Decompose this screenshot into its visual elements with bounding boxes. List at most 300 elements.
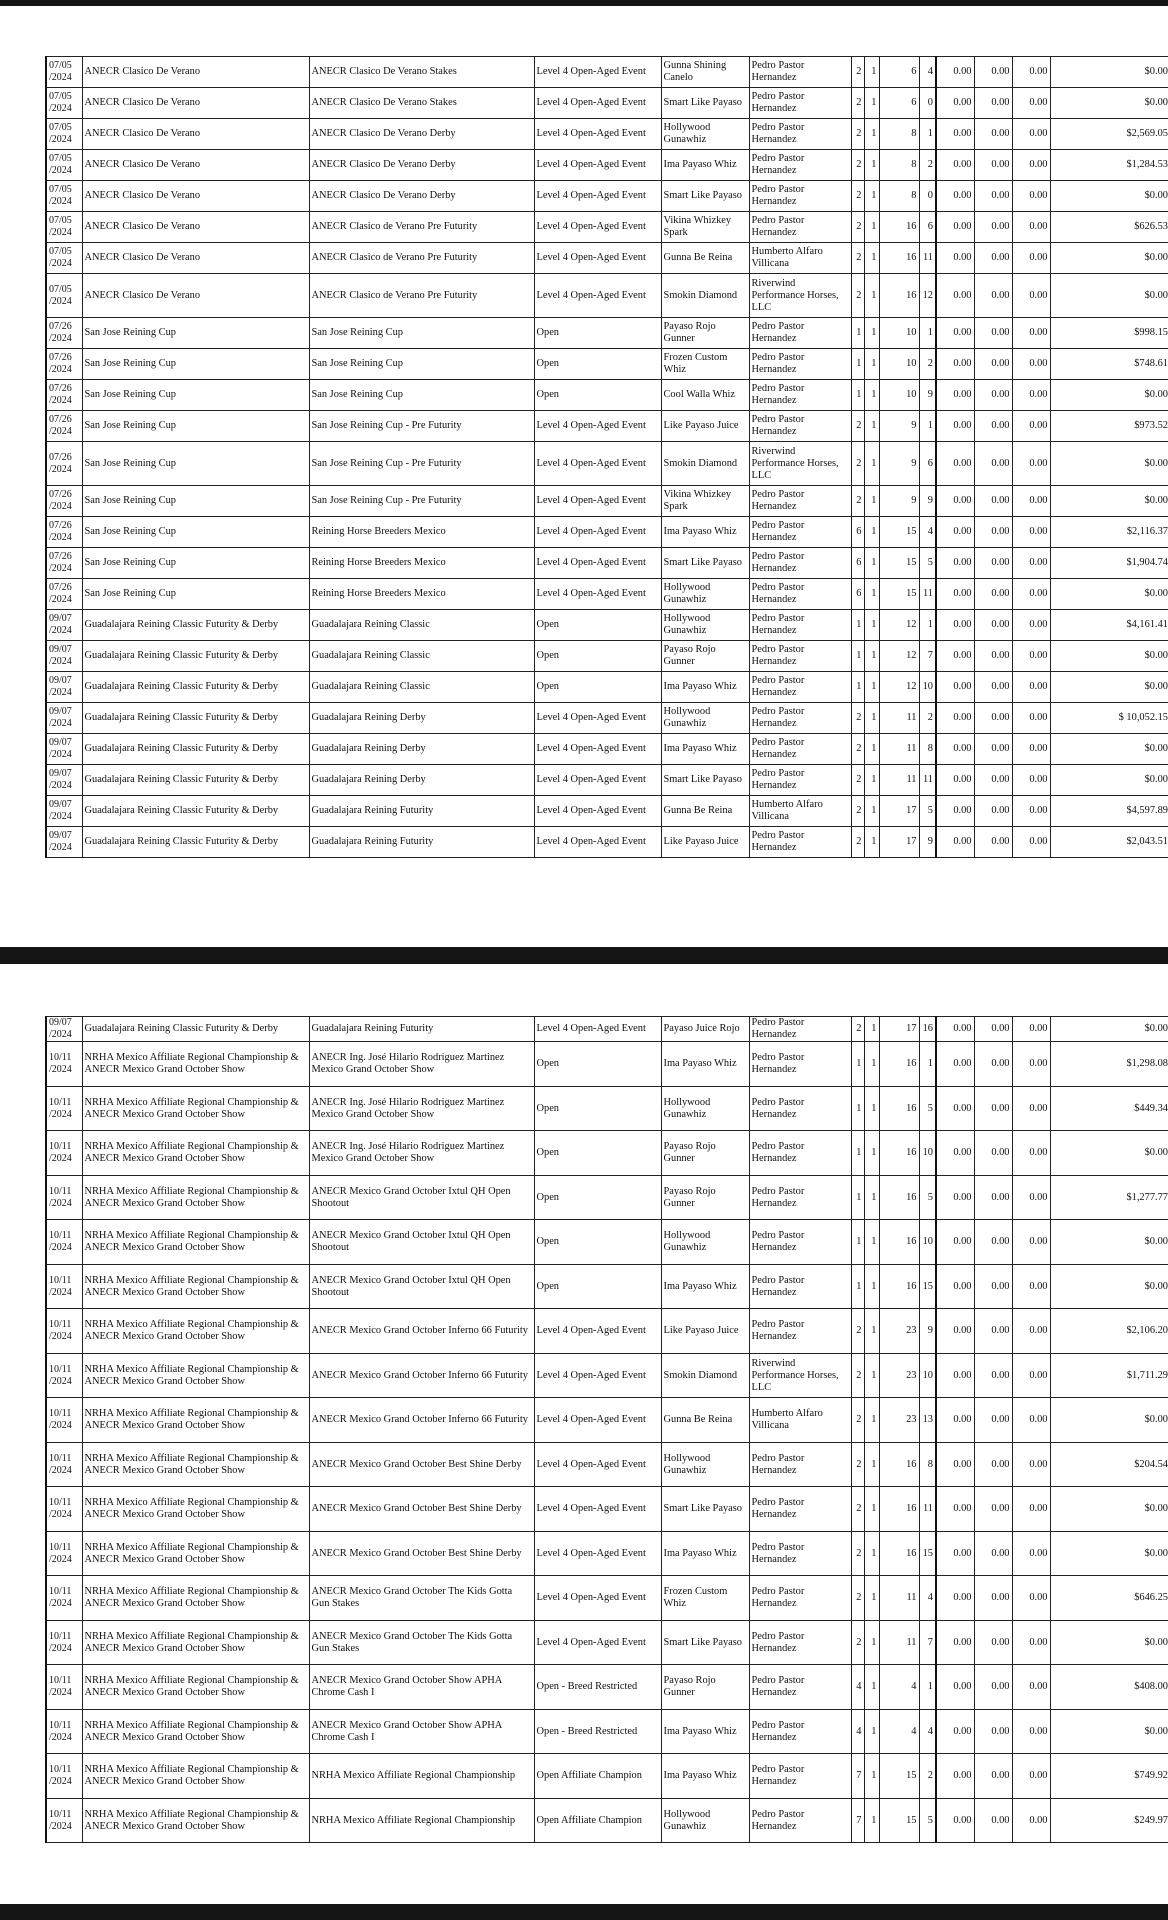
cell-9: 17 bbox=[879, 1017, 919, 1042]
division-cell: Level 4 Open-Aged Event bbox=[534, 1354, 661, 1398]
table-row bbox=[46, 150, 1168, 181]
points-cell-3: 0.00 bbox=[1012, 274, 1050, 318]
placing-cell: 7 bbox=[919, 641, 936, 672]
class-cell: ANECR Mexico Grand October Inferno 66 Futurity bbox=[309, 1354, 534, 1398]
points-cell-2: 0.00 bbox=[974, 1042, 1012, 1087]
table-row bbox=[46, 1532, 1168, 1576]
cell-8: 1 bbox=[864, 1309, 879, 1354]
date-cell: 10/11 /2024 bbox=[46, 1176, 82, 1220]
points-cell-1: 0.00 bbox=[936, 411, 974, 442]
table-row bbox=[46, 411, 1168, 442]
earnings-cell: $ 10,052.15 bbox=[1050, 703, 1168, 734]
points-cell-3: 0.00 bbox=[1012, 1354, 1050, 1398]
show-cell: Guadalajara Reining Classic Futurity & Derby bbox=[82, 796, 309, 827]
show-cell: Guadalajara Reining Classic Futurity & Derby bbox=[82, 610, 309, 641]
earnings-cell: $1,284.53 bbox=[1050, 150, 1168, 181]
cell-9: 23 bbox=[879, 1309, 919, 1354]
points-cell-2: 0.00 bbox=[974, 1754, 1012, 1799]
points-cell-1: 0.00 bbox=[936, 827, 974, 858]
class-cell: NRHA Mexico Affiliate Regional Championship bbox=[309, 1799, 534, 1843]
cell-9: 16 bbox=[879, 1131, 919, 1176]
date-cell: 07/26 /2024 bbox=[46, 318, 82, 349]
horse-cell: Ima Payaso Whiz bbox=[661, 672, 749, 703]
show-cell: NRHA Mexico Affiliate Regional Championship & ANECR Mexico Grand October Show bbox=[82, 1576, 309, 1621]
placing-cell: 2 bbox=[919, 1754, 936, 1799]
show-cell: NRHA Mexico Affiliate Regional Championship & ANECR Mexico Grand October Show bbox=[82, 1087, 309, 1131]
date-cell: 09/07 /2024 bbox=[46, 796, 82, 827]
points-cell-1: 0.00 bbox=[936, 1754, 974, 1799]
cell-9: 9 bbox=[879, 486, 919, 517]
points-cell-2: 0.00 bbox=[974, 796, 1012, 827]
table-row bbox=[46, 486, 1168, 517]
table-row bbox=[46, 1398, 1168, 1443]
points-cell-3: 0.00 bbox=[1012, 119, 1050, 150]
points-cell-1: 0.00 bbox=[936, 517, 974, 548]
placing-cell: 2 bbox=[919, 703, 936, 734]
class-cell: ANECR Clasico De Verano Derby bbox=[309, 181, 534, 212]
earnings-cell: $0.00 bbox=[1050, 579, 1168, 610]
cell-8: 1 bbox=[864, 1621, 879, 1665]
entries-cell: 2 bbox=[851, 1532, 864, 1576]
cell-8: 1 bbox=[864, 150, 879, 181]
owner-cell: Pedro Pastor Hernandez bbox=[749, 318, 851, 349]
show-cell: ANECR Clasico De Verano bbox=[82, 181, 309, 212]
cell-9: 12 bbox=[879, 672, 919, 703]
show-cell: NRHA Mexico Affiliate Regional Championship & ANECR Mexico Grand October Show bbox=[82, 1621, 309, 1665]
show-cell: ANECR Clasico De Verano bbox=[82, 150, 309, 181]
points-cell-3: 0.00 bbox=[1012, 1487, 1050, 1532]
points-cell-1: 0.00 bbox=[936, 1042, 974, 1087]
horse-cell: Smokin Diamond bbox=[661, 442, 749, 486]
date-cell: 10/11 /2024 bbox=[46, 1131, 82, 1176]
date-cell: 10/11 /2024 bbox=[46, 1220, 82, 1265]
division-cell: Open - Breed Restricted bbox=[534, 1665, 661, 1710]
division-cell: Open bbox=[534, 380, 661, 411]
entries-cell: 1 bbox=[851, 672, 864, 703]
placing-cell: 5 bbox=[919, 796, 936, 827]
entries-cell: 2 bbox=[851, 212, 864, 243]
points-cell-2: 0.00 bbox=[974, 765, 1012, 796]
table-row bbox=[46, 1176, 1168, 1220]
cell-9: 15 bbox=[879, 579, 919, 610]
class-cell: Guadalajara Reining Derby bbox=[309, 765, 534, 796]
points-cell-2: 0.00 bbox=[974, 827, 1012, 858]
points-cell-3: 0.00 bbox=[1012, 212, 1050, 243]
entries-cell: 7 bbox=[851, 1754, 864, 1799]
cell-8: 1 bbox=[864, 318, 879, 349]
cell-9: 10 bbox=[879, 349, 919, 380]
cell-9: 16 bbox=[879, 1487, 919, 1532]
entries-cell: 2 bbox=[851, 411, 864, 442]
earnings-cell: $408.00 bbox=[1050, 1665, 1168, 1710]
owner-cell: Pedro Pastor Hernandez bbox=[749, 57, 851, 88]
entries-cell: 1 bbox=[851, 1131, 864, 1176]
table-row bbox=[46, 442, 1168, 486]
points-cell-1: 0.00 bbox=[936, 1087, 974, 1131]
points-cell-3: 0.00 bbox=[1012, 442, 1050, 486]
earnings-cell: $998.15 bbox=[1050, 318, 1168, 349]
earnings-cell: $626.53 bbox=[1050, 212, 1168, 243]
division-cell: Open - Breed Restricted bbox=[534, 1710, 661, 1754]
entries-cell: 2 bbox=[851, 1309, 864, 1354]
page-separator-top bbox=[0, 0, 1168, 6]
show-cell: San Jose Reining Cup bbox=[82, 411, 309, 442]
division-cell: Level 4 Open-Aged Event bbox=[534, 1576, 661, 1621]
owner-cell: Pedro Pastor Hernandez bbox=[749, 1621, 851, 1665]
cell-8: 1 bbox=[864, 274, 879, 318]
date-cell: 07/05 /2024 bbox=[46, 181, 82, 212]
table-row bbox=[46, 548, 1168, 579]
earnings-cell: $249.97 bbox=[1050, 1799, 1168, 1843]
class-cell: ANECR Ing. José Hilario Rodriguez Martinez Mexico Grand October Show bbox=[309, 1087, 534, 1131]
placing-cell: 4 bbox=[919, 1576, 936, 1621]
cell-8: 1 bbox=[864, 703, 879, 734]
placing-cell: 10 bbox=[919, 672, 936, 703]
points-cell-2: 0.00 bbox=[974, 88, 1012, 119]
earnings-cell: $449.34 bbox=[1050, 1087, 1168, 1131]
entries-cell: 4 bbox=[851, 1665, 864, 1710]
points-cell-1: 0.00 bbox=[936, 486, 974, 517]
division-cell: Open bbox=[534, 349, 661, 380]
division-cell: Level 4 Open-Aged Event bbox=[534, 1487, 661, 1532]
cell-9: 16 bbox=[879, 1176, 919, 1220]
cell-8: 1 bbox=[864, 57, 879, 88]
placing-cell: 1 bbox=[919, 119, 936, 150]
entries-cell: 2 bbox=[851, 1398, 864, 1443]
cell-9: 16 bbox=[879, 1220, 919, 1265]
owner-cell: Pedro Pastor Hernandez bbox=[749, 380, 851, 411]
entries-cell: 1 bbox=[851, 380, 864, 411]
earnings-cell: $2,043.51 bbox=[1050, 827, 1168, 858]
table-row bbox=[46, 1621, 1168, 1665]
points-cell-1: 0.00 bbox=[936, 442, 974, 486]
cell-9: 16 bbox=[879, 1443, 919, 1487]
class-cell: ANECR Clasico de Verano Pre Futurity bbox=[309, 212, 534, 243]
entries-cell: 2 bbox=[851, 486, 864, 517]
points-cell-2: 0.00 bbox=[974, 548, 1012, 579]
placing-cell: 16 bbox=[919, 1017, 936, 1042]
date-cell: 10/11 /2024 bbox=[46, 1799, 82, 1843]
owner-cell: Pedro Pastor Hernandez bbox=[749, 1576, 851, 1621]
cell-8: 1 bbox=[864, 1131, 879, 1176]
date-cell: 10/11 /2024 bbox=[46, 1621, 82, 1665]
date-cell: 07/26 /2024 bbox=[46, 517, 82, 548]
horse-cell: Payaso Rojo Gunner bbox=[661, 1176, 749, 1220]
show-cell: San Jose Reining Cup bbox=[82, 349, 309, 380]
points-cell-2: 0.00 bbox=[974, 486, 1012, 517]
division-cell: Level 4 Open-Aged Event bbox=[534, 765, 661, 796]
placing-cell: 1 bbox=[919, 610, 936, 641]
owner-cell: Pedro Pastor Hernandez bbox=[749, 181, 851, 212]
entries-cell: 2 bbox=[851, 57, 864, 88]
cell-9: 4 bbox=[879, 1665, 919, 1710]
cell-8: 1 bbox=[864, 1799, 879, 1843]
points-cell-1: 0.00 bbox=[936, 1265, 974, 1309]
horse-cell: Hollywood Gunawhiz bbox=[661, 1443, 749, 1487]
division-cell: Level 4 Open-Aged Event bbox=[534, 411, 661, 442]
date-cell: 07/05 /2024 bbox=[46, 88, 82, 119]
entries-cell: 1 bbox=[851, 610, 864, 641]
horse-cell: Payaso Rojo Gunner bbox=[661, 1131, 749, 1176]
points-cell-1: 0.00 bbox=[936, 212, 974, 243]
owner-cell: Humberto Alfaro Villicana bbox=[749, 243, 851, 274]
division-cell: Level 4 Open-Aged Event bbox=[534, 1017, 661, 1042]
entries-cell: 2 bbox=[851, 765, 864, 796]
placing-cell: 13 bbox=[919, 1398, 936, 1443]
date-cell: 07/26 /2024 bbox=[46, 380, 82, 411]
horse-cell: Payaso Juice Rojo bbox=[661, 1017, 749, 1042]
cell-8: 1 bbox=[864, 486, 879, 517]
points-cell-2: 0.00 bbox=[974, 411, 1012, 442]
points-cell-2: 0.00 bbox=[974, 1309, 1012, 1354]
entries-cell: 2 bbox=[851, 796, 864, 827]
date-cell: 07/05 /2024 bbox=[46, 57, 82, 88]
points-cell-2: 0.00 bbox=[974, 1443, 1012, 1487]
table-row bbox=[46, 380, 1168, 411]
division-cell: Level 4 Open-Aged Event bbox=[534, 1621, 661, 1665]
cell-9: 11 bbox=[879, 703, 919, 734]
earnings-cell: $748.61 bbox=[1050, 349, 1168, 380]
cell-8: 1 bbox=[864, 380, 879, 411]
owner-cell: Pedro Pastor Hernandez bbox=[749, 641, 851, 672]
cell-8: 1 bbox=[864, 1017, 879, 1042]
cell-8: 1 bbox=[864, 1487, 879, 1532]
show-cell: ANECR Clasico De Verano bbox=[82, 243, 309, 274]
horse-cell: Ima Payaso Whiz bbox=[661, 150, 749, 181]
class-cell: San Jose Reining Cup - Pre Futurity bbox=[309, 442, 534, 486]
owner-cell: Pedro Pastor Hernandez bbox=[749, 548, 851, 579]
division-cell: Level 4 Open-Aged Event bbox=[534, 442, 661, 486]
earnings-cell: $0.00 bbox=[1050, 1265, 1168, 1309]
points-cell-2: 0.00 bbox=[974, 1176, 1012, 1220]
show-cell: ANECR Clasico De Verano bbox=[82, 88, 309, 119]
earnings-cell: $0.00 bbox=[1050, 442, 1168, 486]
points-cell-3: 0.00 bbox=[1012, 380, 1050, 411]
show-cell: San Jose Reining Cup bbox=[82, 318, 309, 349]
points-cell-2: 0.00 bbox=[974, 1576, 1012, 1621]
date-cell: 07/05 /2024 bbox=[46, 243, 82, 274]
owner-cell: Pedro Pastor Hernandez bbox=[749, 1443, 851, 1487]
owner-cell: Pedro Pastor Hernandez bbox=[749, 1087, 851, 1131]
points-cell-1: 0.00 bbox=[936, 1176, 974, 1220]
show-cell: ANECR Clasico De Verano bbox=[82, 57, 309, 88]
points-cell-2: 0.00 bbox=[974, 318, 1012, 349]
show-cell: Guadalajara Reining Classic Futurity & Derby bbox=[82, 703, 309, 734]
owner-cell: Pedro Pastor Hernandez bbox=[749, 411, 851, 442]
points-cell-3: 0.00 bbox=[1012, 349, 1050, 380]
cell-9: 9 bbox=[879, 411, 919, 442]
cell-8: 1 bbox=[864, 119, 879, 150]
results-page-2 bbox=[45, 1016, 1168, 1843]
date-cell: 10/11 /2024 bbox=[46, 1576, 82, 1621]
division-cell: Open bbox=[534, 1131, 661, 1176]
cell-9: 11 bbox=[879, 734, 919, 765]
table-row bbox=[46, 274, 1168, 318]
table-row bbox=[46, 765, 1168, 796]
points-cell-3: 0.00 bbox=[1012, 765, 1050, 796]
division-cell: Level 4 Open-Aged Event bbox=[534, 486, 661, 517]
points-cell-3: 0.00 bbox=[1012, 57, 1050, 88]
division-cell: Level 4 Open-Aged Event bbox=[534, 1309, 661, 1354]
earnings-cell: $0.00 bbox=[1050, 1532, 1168, 1576]
show-cell: ANECR Clasico De Verano bbox=[82, 212, 309, 243]
cell-9: 6 bbox=[879, 57, 919, 88]
table-row bbox=[46, 1087, 1168, 1131]
results-table-page-1 bbox=[45, 56, 1168, 858]
date-cell: 07/05 /2024 bbox=[46, 274, 82, 318]
cell-9: 23 bbox=[879, 1398, 919, 1443]
horse-cell: Smart Like Payaso bbox=[661, 88, 749, 119]
owner-cell: Pedro Pastor Hernandez bbox=[749, 1265, 851, 1309]
points-cell-3: 0.00 bbox=[1012, 517, 1050, 548]
placing-cell: 15 bbox=[919, 1532, 936, 1576]
class-cell: ANECR Clasico De Verano Derby bbox=[309, 119, 534, 150]
cell-9: 10 bbox=[879, 318, 919, 349]
class-cell: ANECR Clasico De Verano Stakes bbox=[309, 88, 534, 119]
cell-8: 1 bbox=[864, 1665, 879, 1710]
class-cell: ANECR Mexico Grand October The Kids Gotta Gun Stakes bbox=[309, 1621, 534, 1665]
cell-9: 16 bbox=[879, 212, 919, 243]
cell-8: 1 bbox=[864, 88, 879, 119]
class-cell: ANECR Mexico Grand October Best Shine Derby bbox=[309, 1443, 534, 1487]
class-cell: Reining Horse Breeders Mexico bbox=[309, 517, 534, 548]
date-cell: 09/07 /2024 bbox=[46, 827, 82, 858]
date-cell: 07/26 /2024 bbox=[46, 486, 82, 517]
cell-9: 12 bbox=[879, 610, 919, 641]
placing-cell: 9 bbox=[919, 1309, 936, 1354]
points-cell-2: 0.00 bbox=[974, 1131, 1012, 1176]
horse-cell: Hollywood Gunawhiz bbox=[661, 1220, 749, 1265]
points-cell-1: 0.00 bbox=[936, 1576, 974, 1621]
entries-cell: 1 bbox=[851, 1220, 864, 1265]
placing-cell: 4 bbox=[919, 57, 936, 88]
placing-cell: 12 bbox=[919, 274, 936, 318]
points-cell-3: 0.00 bbox=[1012, 243, 1050, 274]
class-cell: ANECR Mexico Grand October Ixtul QH Open Shootout bbox=[309, 1176, 534, 1220]
class-cell: Guadalajara Reining Futurity bbox=[309, 827, 534, 858]
horse-cell: Like Payaso Juice bbox=[661, 411, 749, 442]
points-cell-2: 0.00 bbox=[974, 579, 1012, 610]
cell-9: 16 bbox=[879, 243, 919, 274]
entries-cell: 6 bbox=[851, 517, 864, 548]
horse-cell: Smokin Diamond bbox=[661, 274, 749, 318]
table-row bbox=[46, 672, 1168, 703]
table-row bbox=[46, 318, 1168, 349]
class-cell: ANECR Clasico De Verano Stakes bbox=[309, 57, 534, 88]
class-cell: San Jose Reining Cup - Pre Futurity bbox=[309, 486, 534, 517]
placing-cell: 9 bbox=[919, 827, 936, 858]
earnings-cell: $0.00 bbox=[1050, 181, 1168, 212]
points-cell-1: 0.00 bbox=[936, 1398, 974, 1443]
division-cell: Open bbox=[534, 1220, 661, 1265]
points-cell-1: 0.00 bbox=[936, 274, 974, 318]
entries-cell: 1 bbox=[851, 1176, 864, 1220]
points-cell-3: 0.00 bbox=[1012, 1087, 1050, 1131]
class-cell: ANECR Mexico Grand October Inferno 66 Futurity bbox=[309, 1309, 534, 1354]
points-cell-3: 0.00 bbox=[1012, 1443, 1050, 1487]
points-cell-3: 0.00 bbox=[1012, 1017, 1050, 1042]
table-row bbox=[46, 1354, 1168, 1398]
points-cell-2: 0.00 bbox=[974, 517, 1012, 548]
show-cell: NRHA Mexico Affiliate Regional Championship & ANECR Mexico Grand October Show bbox=[82, 1532, 309, 1576]
owner-cell: Pedro Pastor Hernandez bbox=[749, 579, 851, 610]
entries-cell: 2 bbox=[851, 1487, 864, 1532]
date-cell: 10/11 /2024 bbox=[46, 1354, 82, 1398]
points-cell-3: 0.00 bbox=[1012, 1754, 1050, 1799]
points-cell-1: 0.00 bbox=[936, 243, 974, 274]
points-cell-3: 0.00 bbox=[1012, 1710, 1050, 1754]
division-cell: Open bbox=[534, 672, 661, 703]
points-cell-2: 0.00 bbox=[974, 212, 1012, 243]
points-cell-2: 0.00 bbox=[974, 274, 1012, 318]
horse-cell: Ima Payaso Whiz bbox=[661, 1532, 749, 1576]
points-cell-1: 0.00 bbox=[936, 610, 974, 641]
horse-cell: Smart Like Payaso bbox=[661, 1487, 749, 1532]
points-cell-3: 0.00 bbox=[1012, 1665, 1050, 1710]
owner-cell: Pedro Pastor Hernandez bbox=[749, 486, 851, 517]
points-cell-3: 0.00 bbox=[1012, 88, 1050, 119]
placing-cell: 4 bbox=[919, 517, 936, 548]
horse-cell: Frozen Custom Whiz bbox=[661, 1576, 749, 1621]
date-cell: 07/26 /2024 bbox=[46, 548, 82, 579]
division-cell: Open Affiliate Champion bbox=[534, 1799, 661, 1843]
owner-cell: Pedro Pastor Hernandez bbox=[749, 734, 851, 765]
earnings-cell: $4,597.89 bbox=[1050, 796, 1168, 827]
points-cell-1: 0.00 bbox=[936, 150, 974, 181]
points-cell-1: 0.00 bbox=[936, 765, 974, 796]
owner-cell: Pedro Pastor Hernandez bbox=[749, 150, 851, 181]
placing-cell: 8 bbox=[919, 734, 936, 765]
entries-cell: 2 bbox=[851, 1354, 864, 1398]
owner-cell: Pedro Pastor Hernandez bbox=[749, 119, 851, 150]
class-cell: ANECR Mexico Grand October Ixtul QH Open Shootout bbox=[309, 1220, 534, 1265]
table-row bbox=[46, 88, 1168, 119]
division-cell: Open Affiliate Champion bbox=[534, 1754, 661, 1799]
points-cell-3: 0.00 bbox=[1012, 1265, 1050, 1309]
date-cell: 07/26 /2024 bbox=[46, 579, 82, 610]
horse-cell: Ima Payaso Whiz bbox=[661, 1042, 749, 1087]
cell-9: 15 bbox=[879, 517, 919, 548]
division-cell: Level 4 Open-Aged Event bbox=[534, 1532, 661, 1576]
horse-cell: Payaso Rojo Gunner bbox=[661, 318, 749, 349]
earnings-cell: $0.00 bbox=[1050, 243, 1168, 274]
cell-9: 11 bbox=[879, 765, 919, 796]
owner-cell: Pedro Pastor Hernandez bbox=[749, 1131, 851, 1176]
class-cell: ANECR Ing. José Hilario Rodriguez Martinez Mexico Grand October Show bbox=[309, 1042, 534, 1087]
cell-8: 1 bbox=[864, 1710, 879, 1754]
placing-cell: 0 bbox=[919, 88, 936, 119]
class-cell: Guadalajara Reining Derby bbox=[309, 734, 534, 765]
date-cell: 07/05 /2024 bbox=[46, 119, 82, 150]
show-cell: San Jose Reining Cup bbox=[82, 486, 309, 517]
points-cell-3: 0.00 bbox=[1012, 610, 1050, 641]
placing-cell: 11 bbox=[919, 765, 936, 796]
show-cell: San Jose Reining Cup bbox=[82, 442, 309, 486]
entries-cell: 2 bbox=[851, 150, 864, 181]
points-cell-3: 0.00 bbox=[1012, 641, 1050, 672]
points-cell-3: 0.00 bbox=[1012, 1799, 1050, 1843]
points-cell-2: 0.00 bbox=[974, 1487, 1012, 1532]
owner-cell: Pedro Pastor Hernandez bbox=[749, 1042, 851, 1087]
points-cell-3: 0.00 bbox=[1012, 672, 1050, 703]
points-cell-2: 0.00 bbox=[974, 1799, 1012, 1843]
points-cell-2: 0.00 bbox=[974, 610, 1012, 641]
show-cell: NRHA Mexico Affiliate Regional Championship & ANECR Mexico Grand October Show bbox=[82, 1042, 309, 1087]
cell-8: 1 bbox=[864, 1087, 879, 1131]
points-cell-2: 0.00 bbox=[974, 1710, 1012, 1754]
points-cell-2: 0.00 bbox=[974, 1532, 1012, 1576]
placing-cell: 10 bbox=[919, 1131, 936, 1176]
